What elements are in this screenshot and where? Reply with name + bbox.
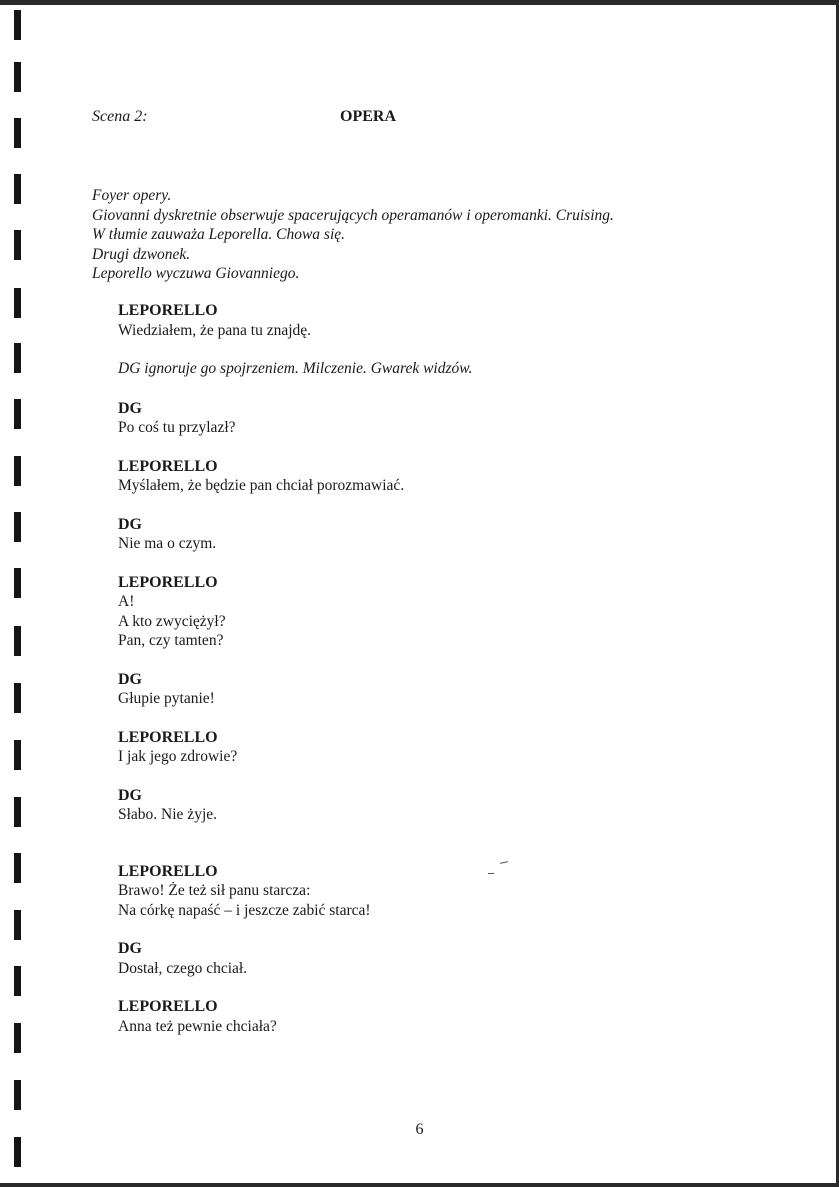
inline-stage-direction: DG ignoruje go spojrzeniem. Milczenie. Gwarek widzów. [118,360,473,377]
dialogue-entry [118,862,758,921]
dialogue-line: Wiedziałem, że pana tu znajdę. [118,321,312,339]
speaker-name: LEPORELLO [118,862,218,880]
dialogue-line: I jak jego zdrowie? [118,748,238,765]
dialogue-line: A kto zwyciężył? [118,612,226,630]
dialogue-entry [118,728,758,767]
dialogue-entry [118,786,758,825]
dialogue-line: Na córkę napaść – i jeszcze zabić starca! [118,901,371,919]
dialogue-line: Słabo. Nie żyje. [118,806,218,823]
dialogue-line: Brawo! Że też sił panu starcza: [118,882,311,899]
stage-direction-line: Giovanni dyskretnie obserwuje spacerujących operamanów i operomanki. Cruising. [92,206,614,224]
dialogue-entry [118,997,758,1036]
dialogue-line: A! [118,593,135,610]
dialogue-entry [118,301,758,340]
speaker-name: DG [118,399,142,417]
dialogue-block [118,301,758,1055]
speaker-name: LEPORELLO [118,998,218,1015]
dialogue-line: Głupie pytanie! [118,690,215,707]
speaker-name: LEPORELLO [118,728,218,746]
speaker-name: LEPORELLO [118,457,218,475]
dialogue-entry [118,457,758,496]
dialogue-entry [118,573,758,651]
page-number: 6 [415,1121,424,1138]
dialogue-entry [118,515,758,554]
stage-direction-line: Foyer opery. [92,187,172,204]
stage-directions [92,186,614,284]
dialogue-line: Dostał, czego chciał. [118,959,248,977]
dialogue-line: Po coś tu przylazł? [118,419,236,436]
dialogue-line: Anna też pewnie chciała? [118,1017,277,1035]
dialogue-line: Nie ma o czym. [118,535,217,552]
dialogue-entry [118,670,758,709]
scan-speck [488,873,494,874]
scene-label: Scena 2: [92,108,148,125]
stage-direction-line: W tłumie zauważa Leporella. Chowa się. [92,226,346,243]
speaker-name: DG [118,515,142,533]
speaker-name: LEPORELLO [118,573,218,591]
dialogue-line: Myślałem, że będzie pan chciał porozmawiać. [118,477,405,494]
stage-direction-line: Leporello wyczuwa Giovanniego. [92,265,300,282]
dialogue-entry [118,939,758,978]
dialogue-line: Pan, czy tamten? [118,632,224,649]
speaker-name: LEPORELLO [118,302,218,319]
speaker-name: DG [118,670,142,688]
speaker-name: DG [118,786,142,804]
speaker-name: DG [118,940,142,957]
scene-title: OPERA [340,108,396,125]
dialogue-entry [118,399,758,438]
stage-direction-line: Drugi dzwonek. [92,245,191,263]
